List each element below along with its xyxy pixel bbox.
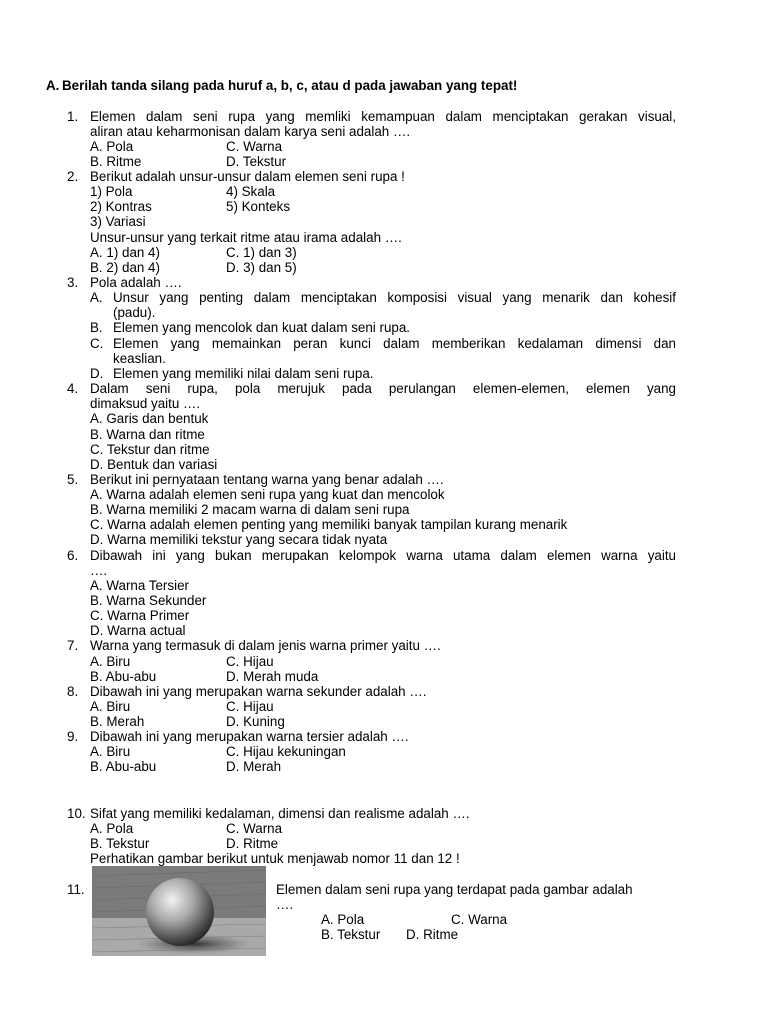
question-number: 9. [67, 729, 79, 744]
section-instruction: Berilah tanda silang pada huruf a, b, c, atau d pada jawaban yang tepat! [62, 78, 518, 93]
question-text: …. [276, 897, 294, 912]
list-item: 4) Skala [226, 184, 276, 199]
option-b[interactable]: B. Warna memiliki 2 macam warna di dalam seni rupa [90, 502, 410, 517]
question-text: Warna yang termasuk di dalam jenis warna primer yaitu …. [90, 638, 441, 653]
question-number: 2. [67, 169, 79, 184]
option-c[interactable]: C. Warna [226, 821, 283, 836]
question-text: aliran atau keharmonisan dalam karya seni adalah …. [90, 124, 411, 139]
question-text: Dibawah ini yang bukan merupakan kelompok warna utama dalam elemen warna yaitu [90, 548, 676, 563]
option-d[interactable]: D. Bentuk dan variasi [90, 457, 218, 472]
section-letter: A. [46, 78, 60, 93]
question-text: Pola adalah …. [90, 275, 182, 290]
option-letter[interactable]: A. [90, 290, 103, 305]
list-item: 5) Konteks [226, 199, 291, 214]
option-a[interactable]: A. Warna adalah elemen seni rupa yang kuat dan mencolok [90, 487, 445, 502]
question-number: 4. [67, 381, 79, 396]
question-text: Berikut adalah unsur-unsur dalam elemen seni rupa ! [90, 169, 405, 184]
question-text: Dibawah ini yang merupakan warna sekunder adalah …. [90, 684, 427, 699]
option-a[interactable]: A. Warna Tersier [90, 578, 189, 593]
option-a[interactable]: A. Biru [90, 654, 131, 669]
option-a[interactable]: A. Pola [321, 912, 365, 927]
option-c-text[interactable]: Elemen yang memainkan peran kunci dalam memberikan kedalaman dimensi dan [113, 336, 676, 351]
option-c[interactable]: C. Warna [451, 912, 508, 927]
option-b[interactable]: B. Abu-abu [90, 759, 157, 774]
question-text: …. [90, 563, 108, 578]
question-text: Elemen dalam seni rupa yang terdapat pada gambar adalah [276, 882, 633, 897]
option-letter[interactable]: C. [90, 336, 104, 351]
question-text: Dalam seni rupa, pola merujuk pada perulangan elemen-elemen, elemen yang [90, 381, 676, 396]
question-text: dimaksud yaitu …. [90, 396, 201, 411]
option-c[interactable]: C. Warna Primer [90, 608, 190, 623]
option-d[interactable]: D. Merah muda [226, 669, 319, 684]
list-item: 1) Pola [90, 184, 133, 199]
option-b[interactable]: B. Merah [90, 714, 145, 729]
option-b[interactable]: B. Abu-abu [90, 669, 157, 684]
option-b[interactable]: B. Warna dan ritme [90, 427, 205, 442]
list-item: 3) Variasi [90, 214, 146, 229]
question-prompt: Unsur-unsur yang terkait ritme atau irama adalah …. [90, 230, 402, 245]
option-d[interactable]: D. Tekstur [226, 154, 287, 169]
option-a[interactable]: A. Biru [90, 744, 131, 759]
question-number: 3. [67, 275, 79, 290]
option-d[interactable]: D. 3) dan 5) [226, 260, 297, 275]
option-c[interactable]: C. Hijau [226, 699, 274, 714]
option-b[interactable]: B. 2) dan 4) [90, 260, 160, 275]
question-text: Dibawah ini yang merupakan warna tersier adalah …. [90, 729, 409, 744]
option-d[interactable]: D. Warna actual [90, 623, 186, 638]
question-number: 10. [67, 806, 86, 821]
option-a[interactable]: A. Pola [90, 139, 134, 154]
option-b[interactable]: B. Ritme [90, 154, 142, 169]
option-d-text[interactable]: Elemen yang memiliki nilai dalam seni rupa. [113, 366, 374, 381]
option-a-text[interactable]: Unsur yang penting dalam menciptakan komposisi visual yang menarik dan kohesif [113, 290, 676, 305]
option-b[interactable]: B. Tekstur [90, 836, 150, 851]
option-d[interactable]: D. Ritme [406, 927, 459, 942]
question-number: 1. [67, 109, 79, 124]
option-d[interactable]: D. Merah [226, 759, 282, 774]
option-c[interactable]: C. Hijau kekuningan [226, 744, 346, 759]
question-number: 8. [67, 684, 79, 699]
option-b-text[interactable]: Elemen yang mencolok dan kuat dalam seni rupa. [113, 320, 411, 335]
option-a-text[interactable]: (padu). [113, 305, 156, 320]
question-number: 7. [67, 638, 79, 653]
option-letter[interactable]: B. [90, 320, 103, 335]
option-d[interactable]: D. Kuning [226, 714, 285, 729]
option-c-text[interactable]: keaslian. [113, 351, 166, 366]
option-c[interactable]: C. 1) dan 3) [226, 245, 297, 260]
question-number: 5. [67, 472, 79, 487]
option-c[interactable]: C. Warna adalah elemen penting yang memiliki banyak tampilan kurang menarik [90, 517, 568, 532]
option-a[interactable]: A. 1) dan 4) [90, 245, 160, 260]
option-d[interactable]: D. Ritme [226, 836, 279, 851]
question-number: 11. [67, 882, 85, 897]
list-item: 2) Kontras [90, 199, 152, 214]
option-b[interactable]: B. Tekstur [321, 927, 381, 942]
option-a[interactable]: A. Garis dan bentuk [90, 411, 209, 426]
question-number: 6. [67, 548, 79, 563]
option-a[interactable]: A. Biru [90, 699, 131, 714]
option-c[interactable]: C. Warna [226, 139, 283, 154]
option-letter[interactable]: D. [90, 366, 104, 381]
option-a[interactable]: A. Pola [90, 821, 134, 836]
sphere-drawing-image [92, 866, 266, 956]
question-text: Berikut ini pernyataan tentang warna yang benar adalah …. [90, 472, 444, 487]
question-text: Elemen dalam seni rupa yang memliki kemampuan dalam menciptakan gerakan visual, [90, 109, 676, 124]
option-c[interactable]: C. Tekstur dan ritme [90, 442, 210, 457]
option-c[interactable]: C. Hijau [226, 654, 274, 669]
question-text: Sifat yang memiliki kedalaman, dimensi dan realisme adalah …. [90, 806, 470, 821]
option-d[interactable]: D. Warna memiliki tekstur yang secara tidak nyata [90, 532, 388, 547]
instruction-note: Perhatikan gambar berikut untuk menjawab nomor 11 dan 12 ! [90, 851, 460, 866]
option-b[interactable]: B. Warna Sekunder [90, 593, 207, 608]
